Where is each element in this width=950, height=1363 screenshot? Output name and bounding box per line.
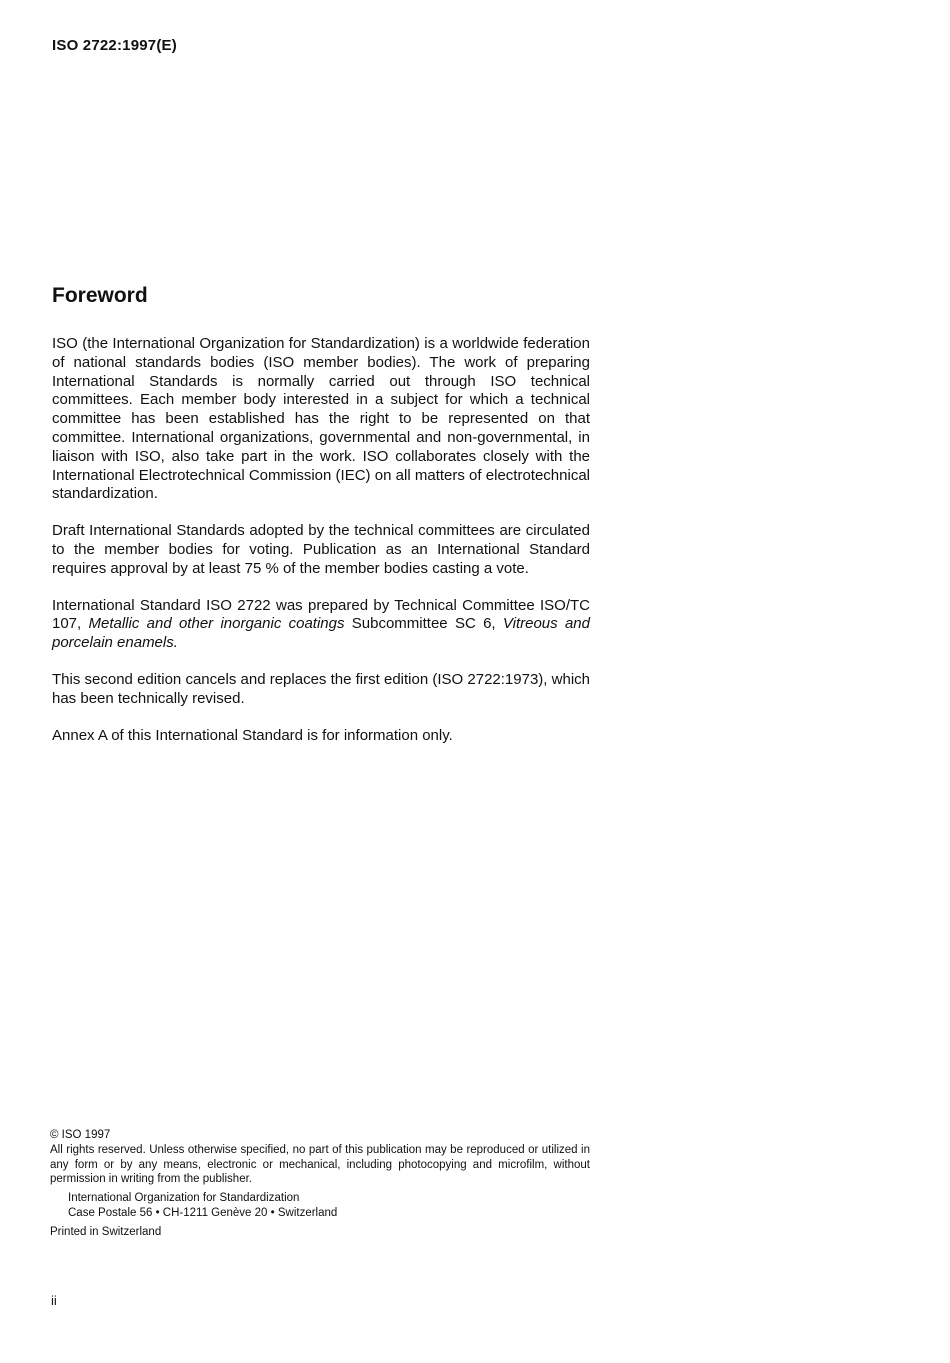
- foreword-body: [52, 335, 590, 763]
- copyright-notice: © ISO 1997: [50, 1129, 111, 1141]
- paragraph-iso-intro: ISO (the International Organization for Standardization) is a worldwide federation of national standards bodies (ISO member bodies). The work of preparing International Standards is normally carried out through ISO technical committees. Each member body interested in a subject for which a technical committee has been established has the right to be represented on that committee. International organizations, governmental and non-governmental, in liaison with ISO, also take part in the work. ISO collaborates closely with the International Electrotechnical Commission (IEC) on all matters of electrotechnical standardization.: [52, 335, 590, 503]
- paragraph-committee: [52, 597, 590, 653]
- paragraph-edition: This second edition cancels and replaces the first edition (ISO 2722:1973), which has been technically revised.: [52, 670, 590, 707]
- rights-statement: All rights reserved. Unless otherwise specified, no part of this publication may be reproduced or utilized in any form or by any means, electronic or mechanical, including photocopying and microfilm, without permission in writing from the publisher.: [50, 1143, 590, 1186]
- publisher-address: [50, 1191, 590, 1221]
- page-title: Foreword: [52, 284, 148, 307]
- paragraph-draft-standards: Draft International Standards adopted by the technical committees are circulated to the member bodies for voting. Publication as an International Standard requires approval by at least 75 % of the member bodies casting a vote.: [52, 522, 590, 577]
- publisher-name: International Organization for Standardization: [68, 1192, 300, 1205]
- printed-location: Printed in Switzerland: [50, 1225, 162, 1238]
- committee-intro-text: International Standard ISO 2722 was prepared by Technical Committee ISO/TC 107,: [52, 596, 590, 633]
- committee-mid-text: Subcommittee SC 6,: [344, 615, 503, 633]
- committee-name: Metallic and other inorganic coatings: [88, 615, 345, 633]
- document-reference: ISO 2722:1997(E): [52, 37, 177, 54]
- subcommittee-name: Vitreous and porcelain enamels.: [52, 615, 590, 652]
- page-number: ii: [51, 1293, 57, 1308]
- copyright-block: [50, 1128, 590, 1240]
- publisher-postal-address: Case Postale 56 • CH-1211 Genève 20 • Switzerland: [68, 1206, 338, 1219]
- paragraph-annex: Annex A of this International Standard is for information only.: [52, 726, 453, 744]
